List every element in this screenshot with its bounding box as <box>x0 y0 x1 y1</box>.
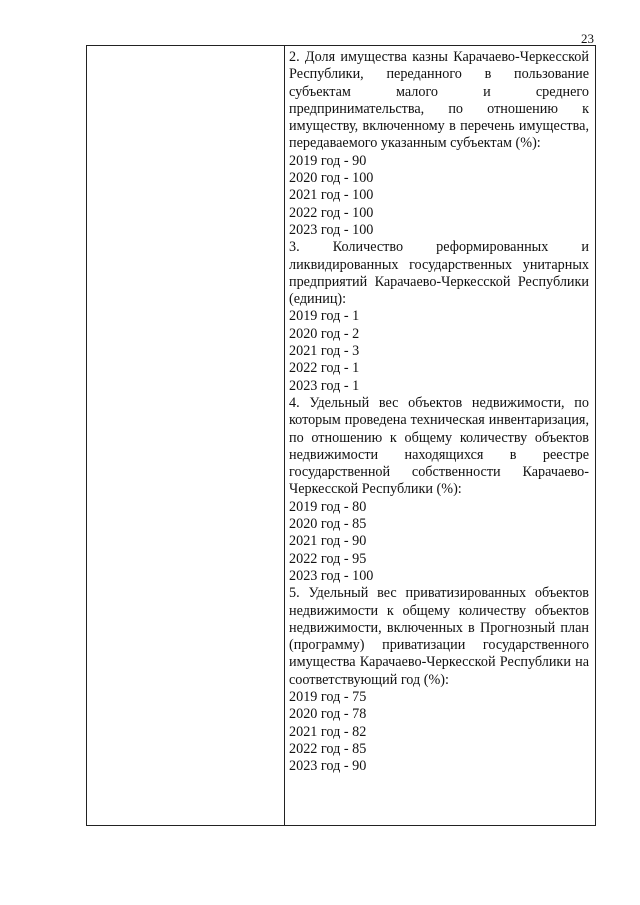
indicator-value: 2019 год - 80 <box>289 498 367 515</box>
indicator-table <box>86 45 596 826</box>
indicator-value: 2019 год - 75 <box>289 688 367 705</box>
indicator-value: 2023 год - 90 <box>289 758 367 775</box>
indicator-value: 2022 год - 95 <box>289 550 367 567</box>
indicator-value: 2020 год - 85 <box>289 516 367 533</box>
indicator-value: 2021 год - 100 <box>289 187 374 204</box>
indicator-value: 2023 год - 1 <box>289 377 360 394</box>
indicator-value: 2022 год - 1 <box>289 360 360 377</box>
indicator-value: 2022 год - 100 <box>289 204 374 221</box>
indicator-value: 2019 год - 90 <box>289 152 367 169</box>
indicator-2 <box>289 49 589 239</box>
indicator-value: 2021 год - 82 <box>289 723 367 740</box>
indicator-value: 2020 год - 100 <box>289 170 374 187</box>
indicator-3 <box>289 239 589 395</box>
indicator-value: 2020 год - 2 <box>289 325 360 342</box>
table-right-cell <box>285 46 595 825</box>
page-number: 23 <box>581 31 594 46</box>
indicator-5 <box>289 585 589 775</box>
indicator-value: 2023 год - 100 <box>289 221 374 238</box>
indicator-title: 4. Удельный вес объектов недвижимости, по которым проведена техническая инвентаризация, по отношению к общему количеству объектов недвижимости находящихся в реестре государственной собственности Карачаево-Черкесской Республики (%): <box>289 394 589 498</box>
indicator-value: 2022 год - 85 <box>289 740 367 757</box>
indicator-value: 2021 год - 90 <box>289 533 367 550</box>
indicator-value: 2020 год - 78 <box>289 706 367 723</box>
table-left-cell <box>87 46 285 825</box>
indicator-value: 2023 год - 100 <box>289 567 374 584</box>
indicator-value: 2021 год - 3 <box>289 343 360 360</box>
indicator-title: 2. Доля имущества казны Карачаево-Черкесской Республики, переданного в пользование субъектам малого и среднего предпринимательства, по отношению к имуществу, включенному в перечень имущества, передаваемого указанным субъектам (%): <box>289 49 589 152</box>
indicator-value: 2019 год - 1 <box>289 308 360 325</box>
indicator-4 <box>289 395 589 585</box>
indicator-title: 5. Удельный вес приватизированных объектов недвижимости к общему количеству объектов недвижимости, включенных в Прогнозный план (программу) приватизации государственного имущества Карачаево-Черкесской Республики на соответствующий год (%): <box>289 585 589 688</box>
indicator-title: 3. Количество реформированных и ликвидированных государственных унитарных предприятий Карачаево-Черкесской Республики (единиц): <box>289 239 589 308</box>
